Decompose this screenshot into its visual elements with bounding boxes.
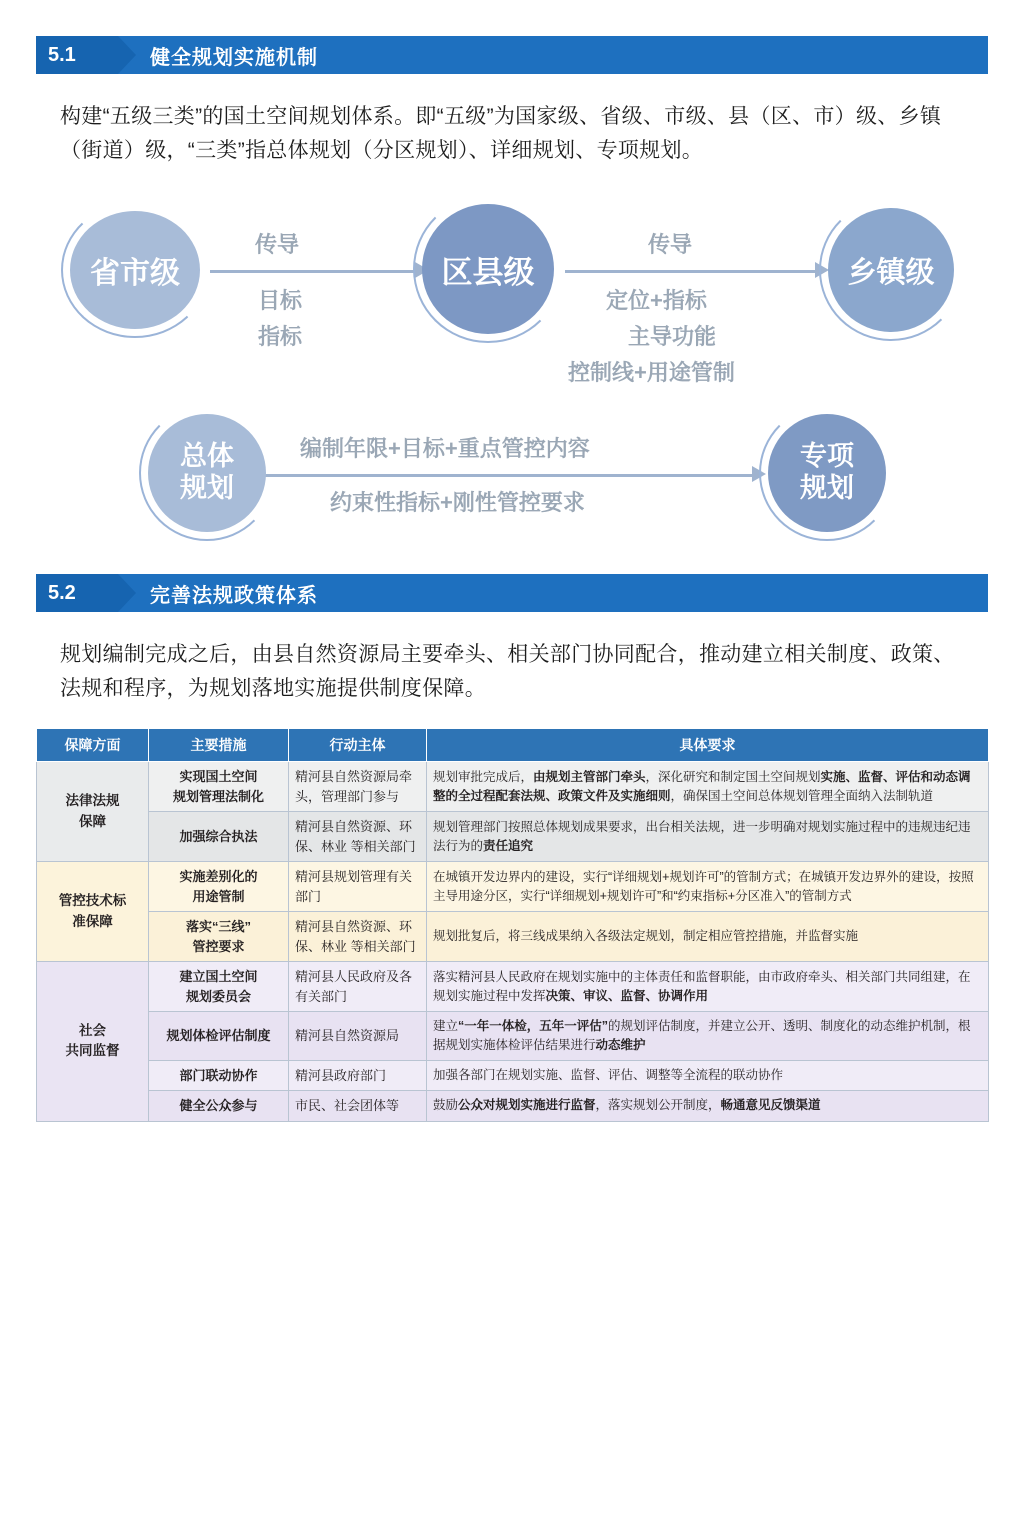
cell-requirement: 在城镇开发边界内的建设，实行“详细规划+规划许可”的管制方式；在城镇开发边界外的建设，按照主导用途分区，实行“详细规划+规划许可”和“约束指标+分区准入”的管制方式 [427,862,989,912]
node-township [828,208,954,332]
node-label: 省市级 [90,257,180,291]
cell-actor: 精河县自然资源、环保、林业 等相关部门 [289,812,427,862]
column-header-requirement: 具体要求 [427,729,989,762]
cell-actor: 精河县自然资源局牵头，管理部门参与 [289,762,427,812]
table-row [37,812,989,862]
paragraph-5-1: 构建“五级三类”的国土空间规划体系。即“五级”为国家级、省级、市级、县（区、市）级、乡镇（街道）级，“三类”指总体规划（分区规划）、详细规划、专项规划。 [60,105,942,163]
node-label: 乡镇级 [847,256,935,289]
table-header-row [37,729,989,762]
section-arrow-icon [118,574,136,612]
node-label-line2: 规划 [180,473,234,504]
node-ring-decoration [413,195,563,343]
cell-measure: 规划体检评估制度 [149,1012,289,1061]
cell-category: 管控技术标 准保障 [37,862,149,962]
table-row [37,1091,989,1122]
arrow-line-dist-town [565,270,820,273]
column-header-category: 保障方面 [37,729,149,762]
section-header-5-2 [36,574,988,612]
label-arrow1-sub1: 目标 [258,288,303,314]
node-ring-decoration [759,405,895,541]
node-label-line1: 专项 [800,441,854,472]
arrow-line-prov-dist [210,270,420,273]
section-title: 健全规划实施机制 [136,36,988,74]
cell-category: 法律法规 保障 [37,762,149,862]
cell-requirement: 鼓励公众对规划实施进行监督，落实规划公开制度，畅通意见反馈渠道 [427,1091,989,1122]
table-row [37,1060,989,1091]
table-row [37,912,989,962]
planning-system-diagram [0,186,1024,556]
section-header-5-1 [36,36,988,74]
node-label-line2: 规划 [800,473,854,504]
section-number: 5.2 [36,574,118,612]
node-ring-decoration [61,202,209,338]
column-header-actor: 行动主体 [289,729,427,762]
cell-requirement: 规划批复后，将三线成果纳入各级法定规划，制定相应管控措施，并监督实施 [427,912,989,962]
cell-requirement: 建立“一年一体检，五年一评估”的规划评估制度，并建立公开、透明、制度化的动态维护机制，根据规划实施体检评估结果进行动态维护 [427,1012,989,1061]
node-ring-decoration [139,405,275,541]
table-row [37,962,989,1012]
cell-requirement: 规划审批完成后，由规划主管部门牵头，深化研究和制定国土空间规划实施、监督、评估和动态调整的全过程配套法规、政策文件及实施细则，确保国土空间总体规划管理全面纳入法制轨道 [427,762,989,812]
label-arrow1-sub2: 指标 [258,324,303,350]
section-arrow-icon [118,36,136,74]
node-provincial-city [70,211,200,329]
section-number: 5.1 [36,36,118,74]
node-district-county [422,204,554,334]
cell-measure: 落实“三线” 管控要求 [149,912,289,962]
node-ring-decoration [819,199,963,341]
label-arrow2: 传导 [648,232,693,258]
cell-actor: 市民、社会团体等 [289,1091,427,1122]
table-row [37,762,989,812]
node-special-plan [768,414,886,532]
arrow-line-master-special [262,474,757,477]
cell-actor: 精河县规划管理有关部门 [289,862,427,912]
node-label-line1: 总体 [180,441,234,472]
label-arrow2-sub1: 定位+指标 [606,288,707,314]
cell-measure: 实施差别化的 用途管制 [149,862,289,912]
label-arrow3-bottom: 约束性指标+刚性管控要求 [330,490,585,516]
guarantee-measures-table [36,728,989,1122]
paragraph-5-2: 规划编制完成之后，由县自然资源局主要牵头、相关部门协同配合，推动建立相关制度、政策、法规和程序，为规划落地实施提供制度保障。 [60,643,955,701]
cell-actor: 精河县政府部门 [289,1060,427,1091]
label-arrow3-top: 编制年限+目标+重点管控内容 [300,436,590,462]
cell-actor: 精河县自然资源局 [289,1012,427,1061]
cell-actor: 精河县自然资源、环保、林业 等相关部门 [289,912,427,962]
column-header-measure: 主要措施 [149,729,289,762]
table-row [37,1012,989,1061]
label-arrow2-sub3: 控制线+用途管制 [568,360,735,386]
cell-measure: 实现国土空间 规划管理法制化 [149,762,289,812]
cell-actor: 精河县人民政府及各有关部门 [289,962,427,1012]
section-title: 完善法规政策体系 [136,574,988,612]
node-master-plan [148,414,266,532]
cell-requirement: 落实精河县人民政府在规划实施中的主体责任和监督职能，由市政府牵头、相关部门共同组建，在规划实施过程中发挥决策、审议、监督、协调作用 [427,962,989,1012]
cell-measure: 部门联动协作 [149,1060,289,1091]
cell-requirement: 规划管理部门按照总体规划成果要求，出台相关法规，进一步明确对规划实施过程中的违规违纪违法行为的责任追究 [427,812,989,862]
label-arrow2-sub2: 主导功能 [628,324,717,350]
cell-measure: 加强综合执法 [149,812,289,862]
cell-measure: 建立国土空间 规划委员会 [149,962,289,1012]
node-label: 区县级 [441,254,535,290]
cell-requirement: 加强各部门在规划实施、监督、评估、调整等全流程的联动协作 [427,1060,989,1091]
cell-category: 社会 共同监督 [37,962,149,1122]
cell-measure: 健全公众参与 [149,1091,289,1122]
label-arrow1: 传导 [255,232,300,258]
table-row [37,862,989,912]
